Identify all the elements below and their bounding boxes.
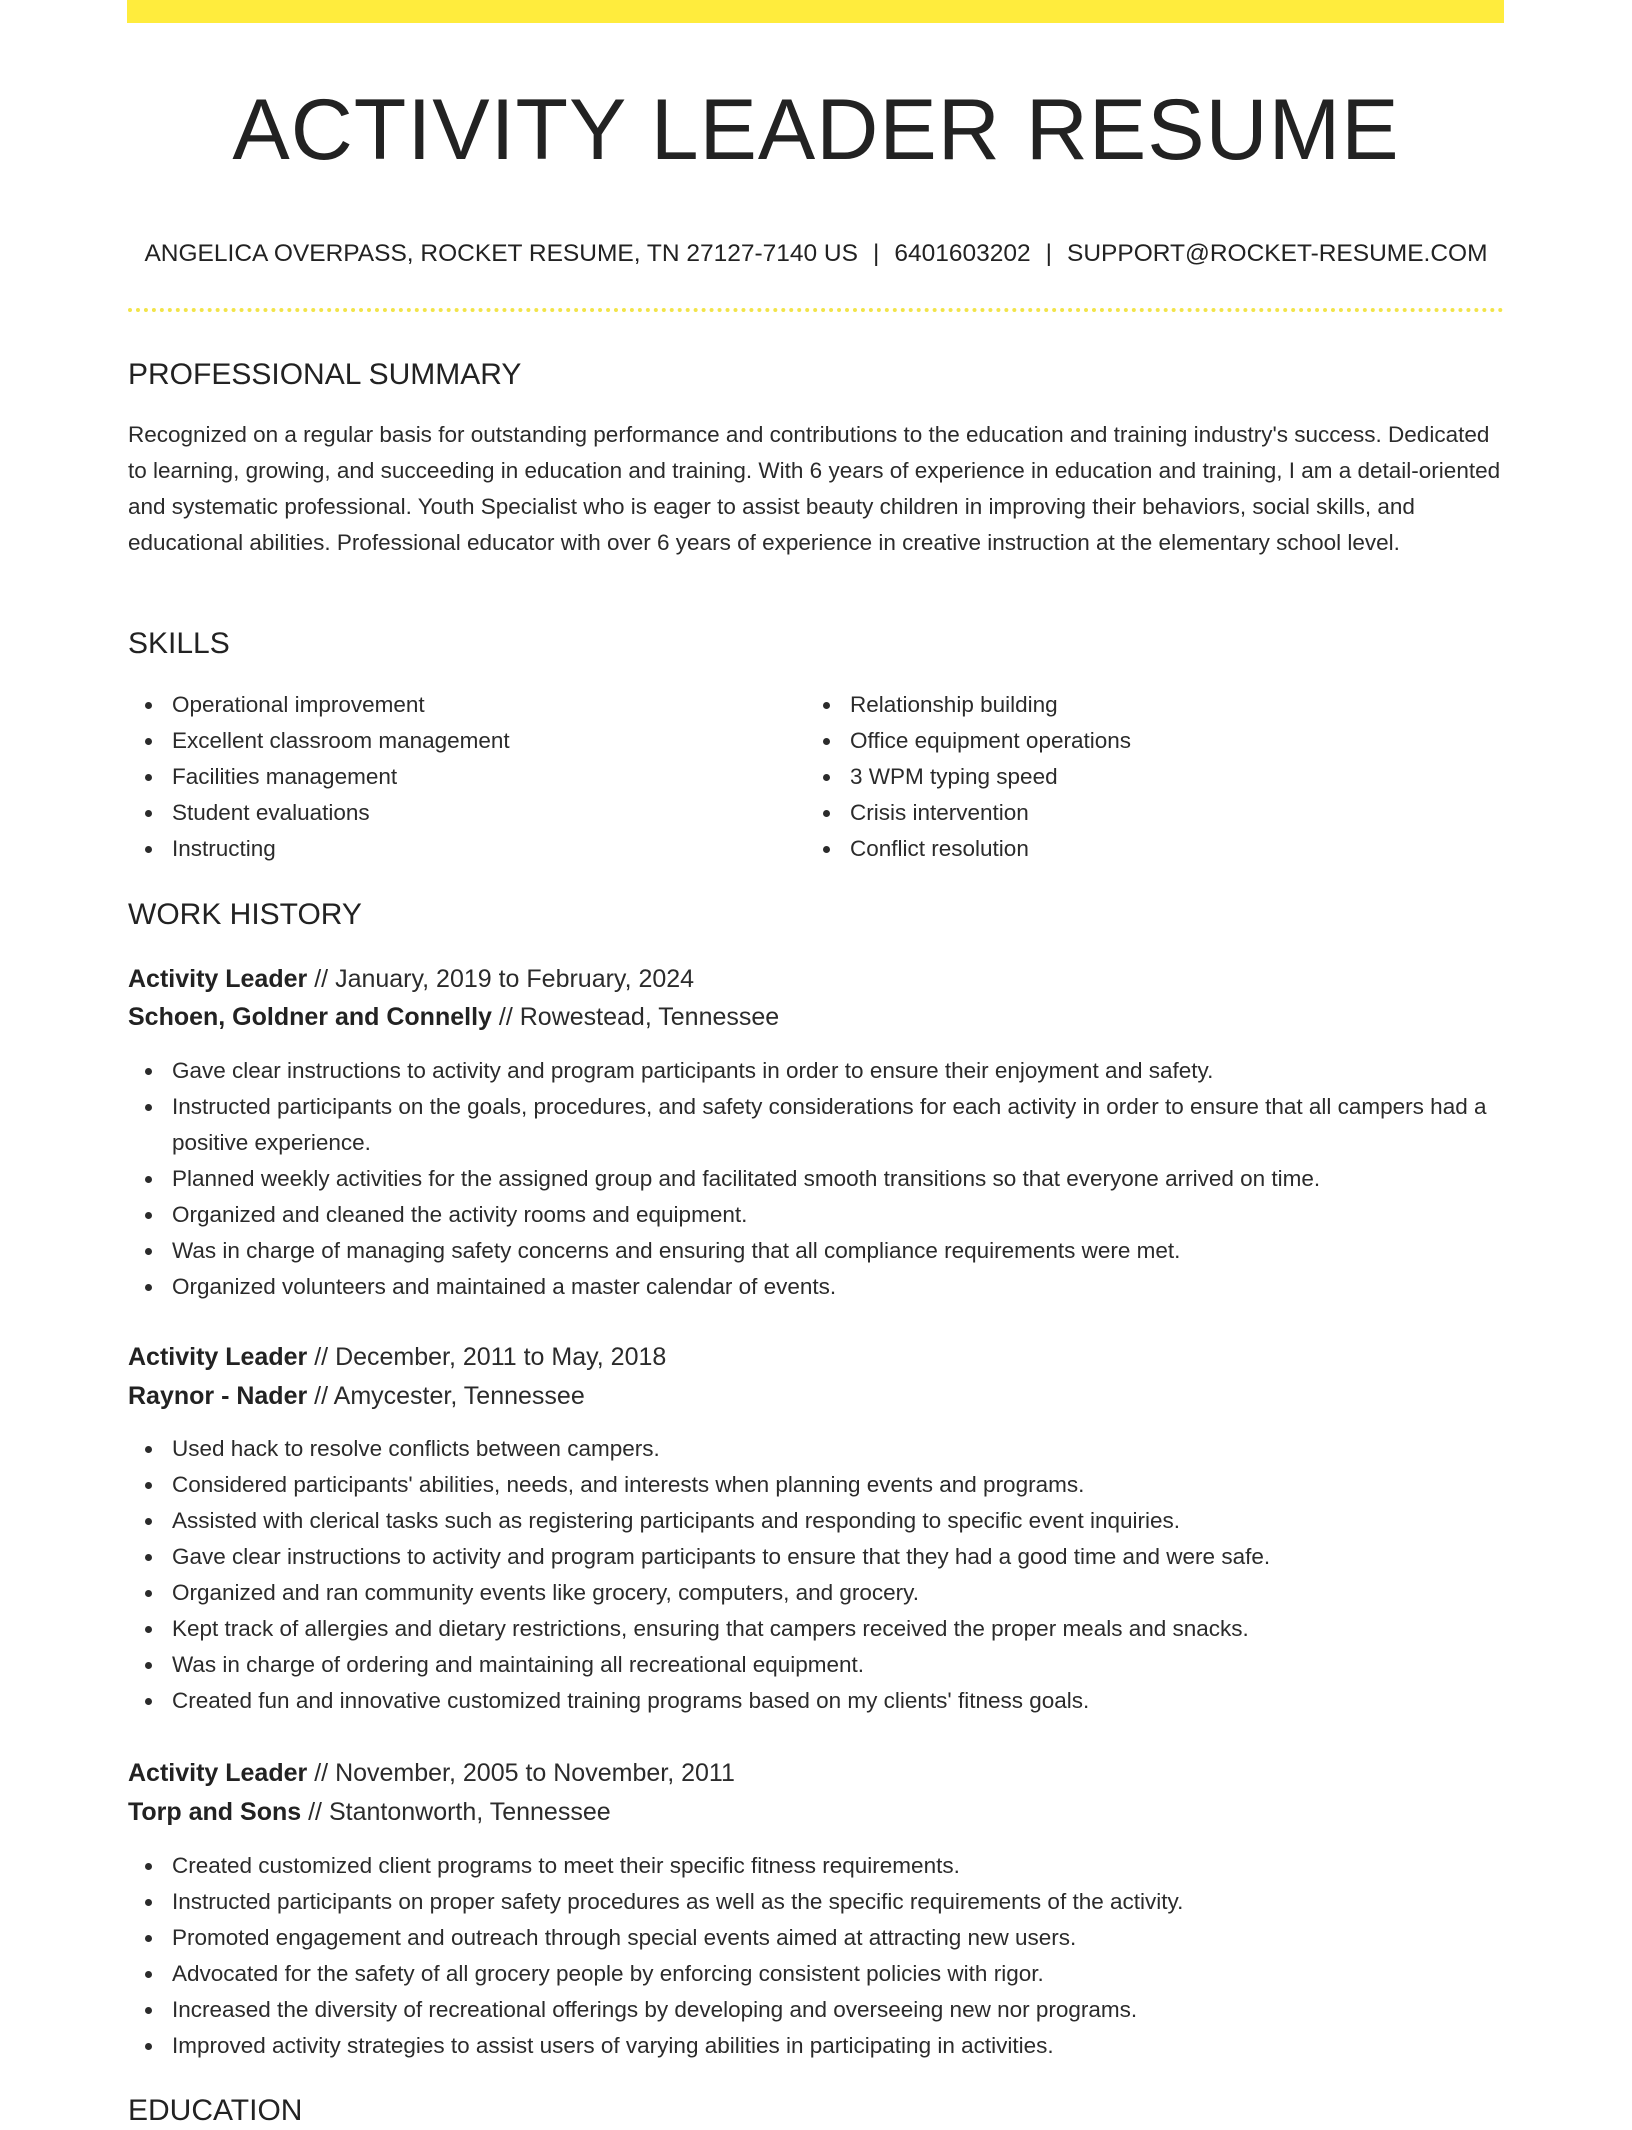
list-item: Improved activity strategies to assist users of varying abilities in participating in activities.: [128, 2028, 1504, 2064]
list-item: Organized and cleaned the activity rooms and equipment.: [128, 1197, 1504, 1233]
work-history-heading: WORK HISTORY: [128, 898, 362, 931]
list-item: Student evaluations: [128, 795, 788, 831]
job-title: Activity Leader: [128, 965, 308, 993]
list-item: Relationship building: [806, 687, 1466, 723]
job-separator: //: [498, 1003, 513, 1031]
job-separator: //: [314, 1343, 329, 1371]
list-item: Gave clear instructions to activity and program participants in order to ensure their enjoyment and safety.: [128, 1053, 1504, 1089]
list-item: Was in charge of ordering and maintaining all recreational equipment.: [128, 1647, 1504, 1683]
contact-address: ANGELICA OVERPASS, ROCKET RESUME, TN 27127-7140 US: [144, 240, 858, 267]
list-item: Office equipment operations: [806, 723, 1466, 759]
skills-column-right: [806, 687, 1466, 867]
skills-heading: SKILLS: [128, 627, 230, 660]
list-item: Conflict resolution: [806, 831, 1466, 867]
list-item: Excellent classroom management: [128, 723, 788, 759]
job-dates: November, 2005 to November, 2011: [335, 1759, 735, 1787]
list-item: Instructing: [128, 831, 788, 867]
list-item: Gave clear instructions to activity and program participants to ensure that they had a good time and were safe.: [128, 1539, 1504, 1575]
contact-email: SUPPORT@ROCKET-RESUME.COM: [1066, 240, 1488, 267]
skills-list: [806, 687, 1466, 867]
job-bullet-list: [128, 1848, 1504, 2064]
job-bullets: [128, 1053, 1504, 1305]
list-item: Used hack to resolve conflicts between campers.: [128, 1431, 1504, 1467]
job-bullets: [128, 1431, 1504, 1719]
job-company-line: [128, 999, 779, 1035]
job-company-line: [128, 1378, 585, 1414]
job-title: Activity Leader: [128, 1343, 308, 1371]
list-item: Instructed participants on proper safety procedures as well as the specific requirements of the activity.: [128, 1884, 1504, 1920]
contact-separator: |: [1045, 240, 1052, 267]
job-company: Schoen, Goldner and Connelly: [128, 1003, 492, 1031]
job-separator: //: [314, 1759, 329, 1787]
job-title-line: [128, 1339, 666, 1375]
list-item: Created fun and innovative customized training programs based on my clients' fitness goals.: [128, 1683, 1504, 1719]
job-title-line: [128, 961, 694, 997]
skills-column-left: [128, 687, 788, 867]
job-location: Rowestead, Tennessee: [519, 1003, 780, 1031]
job-company-line: [128, 1794, 611, 1830]
list-item: Assisted with clerical tasks such as registering participants and responding to specific event inquiries.: [128, 1503, 1504, 1539]
list-item: Crisis intervention: [806, 795, 1466, 831]
job-location: Amycester, Tennessee: [333, 1382, 585, 1410]
list-item: Planned weekly activities for the assigned group and facilitated smooth transitions so that everyone arrived on time.: [128, 1161, 1504, 1197]
skills-list: [128, 687, 788, 867]
list-item: Created customized client programs to meet their specific fitness requirements.: [128, 1848, 1504, 1884]
job-title-line: [128, 1755, 735, 1791]
list-item: Advocated for the safety of all grocery people by enforcing consistent policies with rigor.: [128, 1956, 1504, 1992]
contact-line: [128, 237, 1504, 271]
job-title: Activity Leader: [128, 1759, 308, 1787]
job-bullet-list: [128, 1053, 1504, 1305]
list-item: Organized volunteers and maintained a master calendar of events.: [128, 1269, 1504, 1305]
list-item: Instructed participants on the goals, procedures, and safety considerations for each activity in order to ensure that all campers had a positive experience.: [128, 1089, 1504, 1161]
job-separator: //: [308, 1798, 323, 1826]
list-item: Was in charge of managing safety concerns and ensuring that all compliance requirements were met.: [128, 1233, 1504, 1269]
list-item: Facilities management: [128, 759, 788, 795]
top-accent-bar: [127, 0, 1504, 23]
list-item: 3 WPM typing speed: [806, 759, 1466, 795]
education-heading: EDUCATION: [128, 2094, 303, 2127]
list-item: Promoted engagement and outreach through special events aimed at attracting new users.: [128, 1920, 1504, 1956]
job-company: Torp and Sons: [128, 1798, 302, 1826]
job-dates: January, 2019 to February, 2024: [335, 965, 695, 993]
list-item: Organized and ran community events like grocery, computers, and grocery.: [128, 1575, 1504, 1611]
list-item: Kept track of allergies and dietary restrictions, ensuring that campers received the proper meals and snacks.: [128, 1611, 1504, 1647]
job-company: Raynor - Nader: [128, 1382, 308, 1410]
contact-separator: |: [872, 240, 880, 267]
header-divider: [128, 308, 1504, 312]
job-dates: December, 2011 to May, 2018: [335, 1343, 667, 1371]
job-bullets: [128, 1848, 1504, 2064]
list-item: Increased the diversity of recreational offerings by developing and overseeing new nor programs.: [128, 1992, 1504, 2028]
list-item: Considered participants' abilities, needs, and interests when planning events and programs.: [128, 1467, 1504, 1503]
summary-heading: PROFESSIONAL SUMMARY: [128, 358, 522, 391]
contact-phone: 6401603202: [894, 240, 1031, 267]
list-item: Operational improvement: [128, 687, 788, 723]
job-separator: //: [314, 965, 329, 993]
job-separator: //: [314, 1382, 329, 1410]
job-location: Stantonworth, Tennessee: [328, 1798, 611, 1826]
page-title: ACTIVITY LEADER RESUME: [232, 82, 1400, 178]
job-bullet-list: [128, 1431, 1504, 1719]
summary-text: Recognized on a regular basis for outstanding performance and contributions to the education and training industry's success. Dedicated to learning, growing, and succeeding in education and training. With 6 years of experience in education and training, I am a detail-oriented and systematic professional. Youth Specialist who is eager to assist beauty children in improving their behaviors, social skills, and educational abilities. Professional educator with over 6 years of experience in creative instruction at the elementary school level.: [128, 422, 1501, 555]
